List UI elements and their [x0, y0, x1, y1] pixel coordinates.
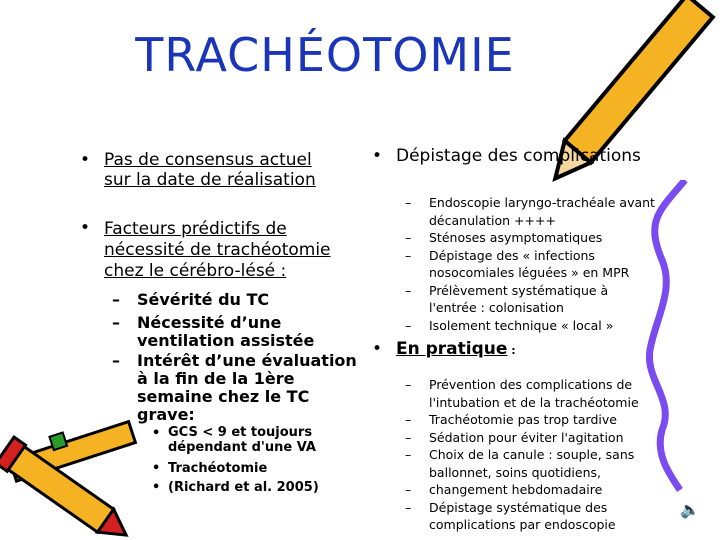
pencils-icon	[0, 410, 140, 540]
list-item: – Endoscopie laryngo-trachéale avant décanulation ++++	[405, 195, 655, 228]
list-item: – changement hebdomadaire	[405, 482, 603, 497]
list-item: – Trachéotomie pas trop tardive	[405, 412, 617, 427]
list-item: – Choix de la canule : souple, sans ballonnet, soins quotidiens,	[405, 447, 635, 480]
left-sub-3: Intérêt d’une évaluation à la fin de la 1ère semaine chez le TC grave:	[137, 351, 357, 424]
right-heading-depistage: Dépistage des complications	[396, 146, 641, 166]
right-list-2	[405, 376, 639, 534]
left-subsub-1: GCS < 9 et toujours dépendant d'une VA	[168, 425, 316, 455]
bullet: •	[152, 461, 161, 476]
list-item: – Prévention des complications de l'intubation et de la trachéotomie	[405, 377, 639, 410]
bullet: •	[372, 339, 383, 359]
pencil-icon	[530, 0, 720, 200]
left-subsub-3: (Richard et al. 2005)	[168, 480, 319, 495]
list-item: – Isolement technique « local »	[405, 317, 614, 333]
left-subsub-2: Trachéotomie	[168, 461, 268, 476]
list-item: – Dépistage systématique des complications par endoscopie	[405, 499, 616, 532]
speaker-icon[interactable]: 🔈	[680, 500, 700, 519]
bullet: •	[80, 150, 91, 170]
dash: –	[112, 313, 120, 332]
list-item: – Sténoses asymptomatiques	[405, 230, 603, 245]
bullet: •	[80, 218, 91, 238]
left-bullet-1: Pas de consensus actuel sur la date de réalisation	[104, 150, 316, 190]
slide-title: TRACHÉOTOMIE	[135, 28, 515, 82]
right-list-1	[405, 194, 655, 334]
list-item: – Prélèvement systématique à l'entrée : colonisation	[405, 282, 609, 315]
left-sub-2: Nécessité d’une ventilation assistée	[137, 313, 315, 350]
bullet: •	[152, 426, 161, 441]
bullet: •	[372, 146, 383, 166]
dash: –	[112, 290, 120, 309]
right-heading-pratique: En pratique :	[396, 339, 516, 359]
list-item: – Dépistage des « infections nosocomiales léguées » en MPR	[405, 247, 630, 280]
left-sub-1: Sévérité du TC	[137, 290, 270, 309]
left-bullet-2: Facteurs prédictifs de nécessité de trachéotomie chez le cérébro-lésé :	[104, 219, 331, 281]
dash: –	[112, 351, 120, 370]
bullet: •	[152, 480, 161, 495]
list-item: – Sédation pour éviter l'agitation	[405, 429, 624, 445]
